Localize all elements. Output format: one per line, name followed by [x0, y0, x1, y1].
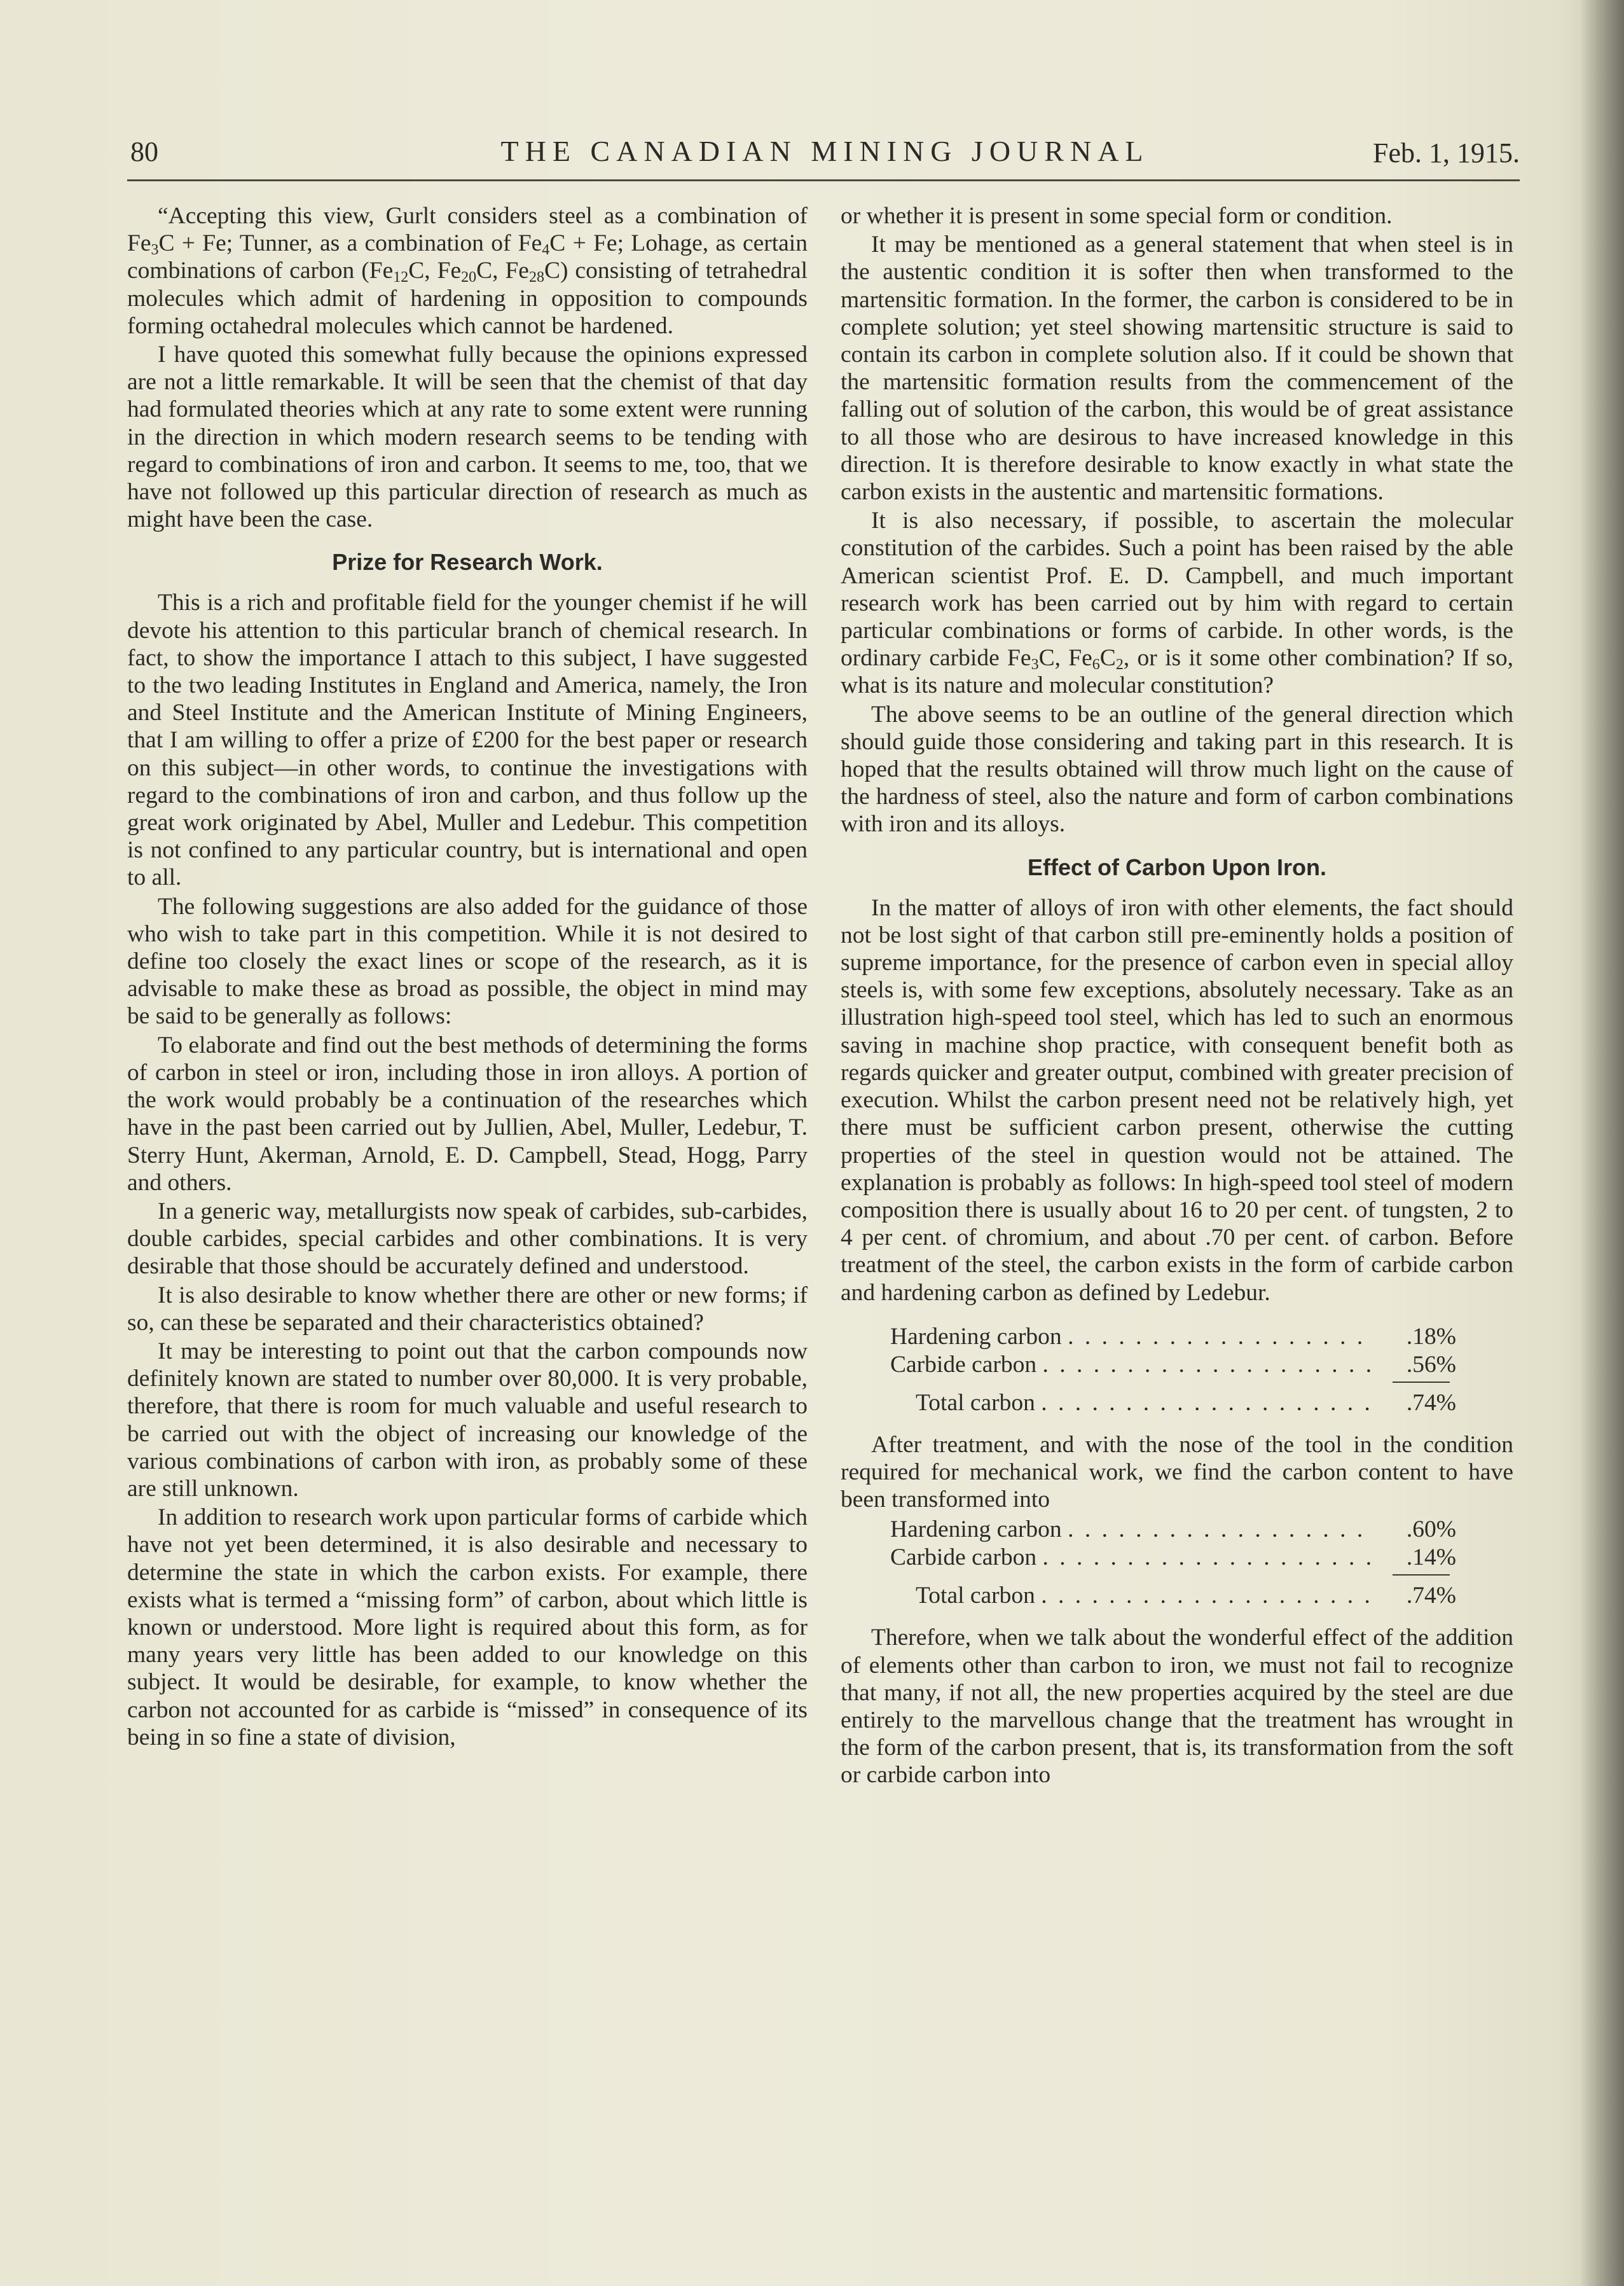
paragraph: I have quoted this somewhat fully because the opinions expressed are not a little remarkable. It will be seen that the chemist of that day had formulated theories which at any rate to some extent were running in the direction in which modern research seems to be tending with regard to combinations of iron and carbon. It seems to me, too, that we have not followed up this particular direction of research as much as might have been the case.	[127, 342, 808, 533]
row-value: .60%	[1406, 1516, 1456, 1543]
row-value: .56%	[1406, 1351, 1456, 1378]
dot-leader: . . . . . . . . . . . . . . . . . .	[1068, 1516, 1366, 1543]
paragraph: In addition to research work upon particular forms of carbide which have not yet been determined, it is also desirable and necessary to determine the state in which the carbon exists. For example, there exists what is termed a “missing form” of carbon, about which little is known or understood. More light is required about this form, as for many years very little has been added to our knowledge on this subject. It would be desirable, for example, to know whether the carbon not accounted for as carbide is “missed” in consequence of its being in so fine a state of division,	[127, 1504, 808, 1750]
binding-shadow	[1579, 0, 1624, 2286]
paragraph: Therefore, when we talk about the wonderful effect of the addition of elements other than carbon to iron, we must not fail to recognize that many, if not all, the new properties acquired by the steel are due entirely to the marvellous change that the treatment has wrought in the form of the carbon present, that is, its transformation from the soft or carbide carbon into	[841, 1624, 1513, 1789]
carbon-table-after	[841, 1516, 1513, 1610]
paragraph: or whether it is present in some special form or condition.	[841, 203, 1393, 229]
paragraph: The following suggestions are also added for the guidance of those who wish to take part in this competition. While it is not desired to define too closely the exact lines or scope of the research, as it is advisable to make these as broad as possible, the object in mind may be said to be generally as follows:	[127, 893, 808, 1030]
sum-rule	[1393, 1574, 1450, 1576]
table-row	[841, 1323, 1513, 1351]
table-row-total	[841, 1582, 1513, 1610]
left-column	[127, 202, 808, 1751]
dot-leader: . . . . . . . . . . . . . . . . . . . .	[1042, 1351, 1375, 1378]
row-label: Total carbon	[916, 1583, 1035, 1609]
row-label: Hardening carbon	[890, 1323, 1062, 1350]
row-label: Carbide carbon	[890, 1351, 1037, 1378]
paragraph: The above seems to be an outline of the general direction which should guide those considering and taking part in this research. It is hoped that the results obtained will throw much light on the cause of the hardness of steel, also the nature and form of carbon combinations with iron and its alloys.	[841, 701, 1513, 838]
section-heading: Prize for Research Work.	[332, 549, 603, 576]
sum-rule	[1393, 1382, 1450, 1383]
header-rule	[127, 179, 1520, 181]
paragraph: In the matter of alloys of iron with other elements, the fact should not be lost sight of that carbon still pre-eminently holds a position of supreme importance, for the presence of carbon even in special alloy steels is, with some few exceptions, absolutely necessary. Take as an illustration high-speed tool steel, which has led to such an enormous saving in machine shop practice, with consequent benefit both as regards quicker and greater output, combined with greater precision of execution. Whilst the carbon present need not be relatively high, yet there must be sufficient carbon present, otherwise the cutting properties of the steel in question would not be attained. The explanation is probably as follows: In high-speed tool steel of modern composition there is usually about 16 to 20 per cent. of tungsten, 2 to 4 per cent. of chromium, and about .70 per cent. of carbon. Before treatment of the steel, the carbon exists in the form of carbide carbon and hardening carbon as defined by Ledebur.	[841, 894, 1513, 1306]
row-value: .14%	[1406, 1544, 1456, 1571]
paragraph: It may be interesting to point out that the carbon compounds now definitely known are stated to number over 80,000. It is very probable, therefore, that there is room for much valuable and useful research to be carried out with the object of increasing our knowledge of the various combinations of carbon with iron, as probably some of these are still unknown.	[127, 1338, 808, 1502]
table-row	[841, 1516, 1513, 1544]
row-label: Carbide carbon	[890, 1544, 1037, 1571]
dot-leader: . . . . . . . . . . . . . . . . . . . .	[1042, 1544, 1375, 1571]
row-value: .74%	[1406, 1583, 1456, 1609]
table-row-total	[841, 1389, 1513, 1417]
row-value: .18%	[1406, 1323, 1456, 1350]
row-label: Total carbon	[916, 1389, 1035, 1416]
paragraph: It is also necessary, if possible, to ascertain the molecular constitution of the carbides. Such a point has been raised by the able American scientist Prof. E. D. Campbell, and much important research work has been carried out by him with regard to certain particular combinations or forms of carbide. In other words, is the ordinary carbide $Fe_3C$, $Fe_6C_2$, or is it some other combination? If so, what is its nature and molecular constitution?	[841, 508, 1513, 699]
dot-leader: . . . . . . . . . . . . . . . . . . . .	[1041, 1389, 1373, 1416]
section-heading: Effect of Carbon Upon Iron.	[1028, 854, 1326, 880]
paragraph: To elaborate and find out the best methods of determining the forms of carbon in steel or iron, including those in iron alloys. A portion of the work would probably be a continuation of the researches which have in the past been carried out by Jullien, Abel, Muller, Ledebur, T. Sterry Hunt, Akerman, Arnold, E. D. Campbell, Stead, Hogg, Parry and others.	[127, 1032, 808, 1196]
paragraph: It may be mentioned as a general statement that when steel is in the austentic condition it is softer then when transformed to the martensitic formation. In the former, the carbon is considered to be in complete solution; yet steel showing martensitic structure is said to contain its carbon in complete solution also. If it could be shown that the martensitic formation results from the commencement of the falling out of solution of the carbon, this would be of great assistance to all those who are desirous to have increased knowledge in this direction. It is therefore desirable to know exactly in what state the carbon exists in the austentic and martensitic formations.	[841, 232, 1513, 506]
journal-title: THE CANADIAN MINING JOURNAL	[500, 135, 1150, 167]
table-row	[841, 1544, 1513, 1572]
row-value: .74%	[1406, 1389, 1456, 1416]
issue-date: Feb. 1, 1915.	[1373, 137, 1520, 169]
paragraph: “Accepting this view, Gurlt considers steel as a combination of $Fe_3C + Fe$; Tunner, as a combination of $Fe_4C + Fe$; Lohage, as certain combinations of carbon ($Fe_{12}C$, $Fe_{20}C$, $Fe_{28}C$) consisting of tetrahedral molecules which admit of hardening in opposition to compounds forming octahedral molecules which cannot be hardened.	[127, 203, 808, 339]
carbon-table-before	[841, 1323, 1513, 1417]
paragraph: It is also desirable to know whether there are other or new forms; if so, can these be separated and their characteristics obtained?	[127, 1282, 808, 1336]
page-number: 80	[130, 136, 158, 167]
dot-leader: . . . . . . . . . . . . . . . . . .	[1068, 1323, 1366, 1350]
paragraph: This is a rich and profitable field for the younger chemist if he will devote his attention to this particular branch of chemical research. In fact, to show the importance I attach to this subject, I have suggested to the two leading Institutes in England and America, namely, the Iron and Steel Institute and the American Institute of Mining Engineers, that I am willing to offer a prize of £200 for the best paper or research on this subject—in other words, to continue the investigations with regard to the combinations of iron and carbon, and thus follow up the great work originated by Abel, Muller and Ledebur. This competition is not confined to any particular country, but is international and open to all.	[127, 590, 808, 891]
paragraph: In a generic way, metallurgists now speak of carbides, sub-carbides, double carbides, special carbides and other combinations. It is very desirable that those should be accurately defined and understood.	[127, 1198, 808, 1280]
dot-leader: . . . . . . . . . . . . . . . . . . . .	[1041, 1583, 1373, 1609]
row-label: Hardening carbon	[890, 1516, 1062, 1543]
right-column	[841, 202, 1513, 1789]
paragraph: After treatment, and with the nose of the tool in the condition required for mechanical work, we find the carbon content to have been transformed into	[841, 1431, 1513, 1513]
table-row	[841, 1351, 1513, 1379]
running-header	[130, 130, 1520, 175]
